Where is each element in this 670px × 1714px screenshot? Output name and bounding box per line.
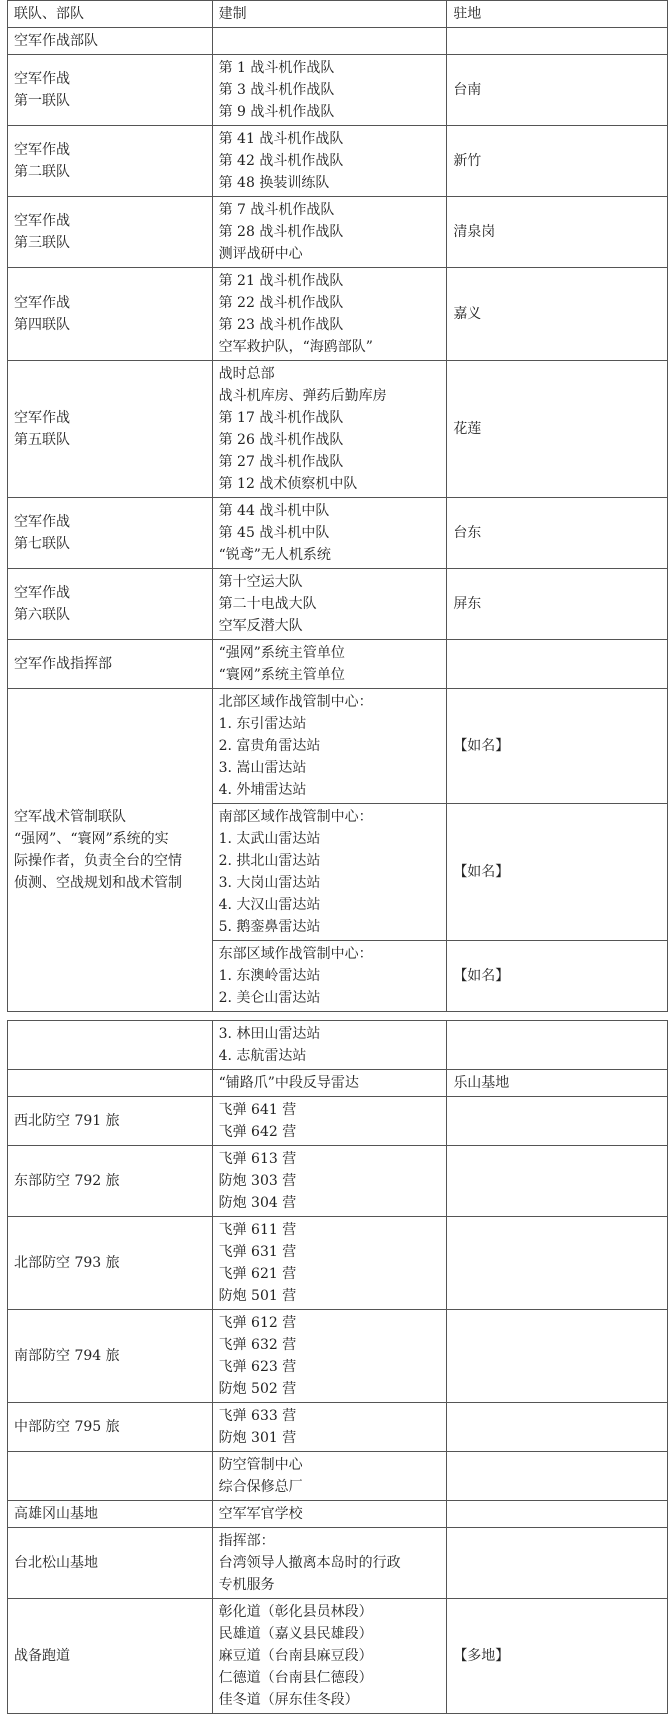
organization-cell	[212, 1097, 447, 1146]
location-cell	[447, 28, 668, 55]
cell-text: 3. 大岗山雷达站	[218, 875, 321, 891]
cell-text: 第 28 战斗机作战队	[218, 224, 344, 240]
organization-cell	[212, 640, 447, 689]
cell-text: 第二十电战大队	[218, 596, 317, 612]
table-row	[8, 55, 668, 126]
cell-text: 【如名】	[453, 968, 510, 984]
cell-text: 第 21 战斗机作战队	[218, 273, 344, 289]
cell-text: 台南	[453, 82, 482, 98]
unit-cell	[8, 1146, 213, 1217]
location-cell	[447, 1403, 668, 1452]
cell-text: 飞弹 633 营	[218, 1408, 297, 1424]
organization-cell	[212, 1217, 447, 1310]
unit-cell	[8, 1070, 213, 1097]
cell-text: 屏东	[453, 596, 482, 612]
cell-text: 空军战术管制联队	[14, 809, 126, 825]
cell-text: 4. 志航雷达站	[218, 1048, 307, 1064]
header-row	[8, 1, 668, 28]
organization-cell	[212, 55, 447, 126]
cell-text: 佳冬道（屏东佳冬段）	[218, 1692, 359, 1708]
cell-text: 空军作战	[14, 514, 70, 530]
cell-text: 台北松山基地	[14, 1555, 98, 1571]
cell-text: 乐山基地	[453, 1075, 510, 1091]
organization-cell	[212, 569, 447, 640]
cell-text: 民雄道（嘉义县民雄段）	[218, 1626, 373, 1642]
cell-text: 空军作战指挥部	[14, 656, 112, 672]
org-table-part2	[7, 1020, 668, 1714]
location-cell	[447, 640, 668, 689]
unit-cell	[8, 361, 213, 498]
cell-text: 飞弹 623 营	[218, 1359, 297, 1375]
unit-cell	[8, 1217, 213, 1310]
cell-text: 东部区域作战管制中心：	[218, 946, 373, 962]
cell-text: 飞弹 621 营	[218, 1266, 297, 1282]
cell-text: 飞弹 631 营	[218, 1244, 297, 1260]
unit-cell	[8, 126, 213, 197]
cell-text: 空军作战部队	[14, 33, 98, 49]
cell-text: 空军作战	[14, 142, 70, 158]
cell-text: 综合保修总厂	[218, 1479, 303, 1495]
table-row	[8, 1501, 668, 1528]
cell-text: 第 23 战斗机作战队	[218, 317, 344, 333]
cell-text: 第 44 战斗机中队	[218, 503, 330, 519]
organization-cell	[212, 1310, 447, 1403]
table-row	[8, 197, 668, 268]
table-row	[8, 268, 668, 361]
location-cell	[447, 55, 668, 126]
cell-text: 战时总部	[218, 366, 275, 382]
cell-text: 第四联队	[14, 317, 70, 333]
organization-cell	[212, 1070, 447, 1097]
cell-text: 空军救护队，“海鸥部队”	[218, 339, 373, 355]
organization-cell	[212, 126, 447, 197]
cell-text: 空军作战	[14, 585, 70, 601]
location-cell	[447, 1070, 668, 1097]
cell-text: 驻地	[453, 6, 482, 22]
location-cell	[447, 1599, 668, 1714]
unit-cell	[8, 1310, 213, 1403]
location-cell	[447, 1528, 668, 1599]
cell-text: 侦测、空战规划和战术管制	[14, 875, 182, 891]
page-break	[7, 1012, 668, 1020]
cell-text: 2. 美仑山雷达站	[218, 990, 321, 1006]
cell-text: 第 7 战斗机作战队	[218, 202, 335, 218]
cell-text: 联队、部队	[14, 6, 84, 22]
organization-cell	[212, 941, 447, 1012]
organization-cell	[212, 1403, 447, 1452]
organization-cell	[212, 268, 447, 361]
table-row	[8, 498, 668, 569]
location-cell	[447, 498, 668, 569]
location-cell	[447, 1146, 668, 1217]
cell-text: 防炮 304 营	[218, 1195, 297, 1211]
table-row	[8, 640, 668, 689]
cell-text: 专机服务	[218, 1577, 275, 1593]
location-cell	[447, 804, 668, 941]
cell-text: 南部防空 794 旅	[14, 1348, 120, 1364]
cell-text: 空军军官学校	[218, 1506, 303, 1522]
location-cell	[447, 1501, 668, 1528]
cell-text: 第 41 战斗机作战队	[218, 131, 344, 147]
cell-text: “强网”系统主管单位	[218, 645, 345, 661]
org-table-part1	[7, 0, 668, 1012]
organization-cell	[212, 28, 447, 55]
cell-text: “强网”、“寰网”系统的实	[14, 831, 169, 847]
location-cell	[447, 268, 668, 361]
cell-text: 测评战研中心	[218, 246, 303, 262]
organization-cell	[212, 197, 447, 268]
table-row	[8, 1021, 668, 1070]
header-organization	[212, 1, 447, 28]
location-cell	[447, 1217, 668, 1310]
cell-text: 飞弹 632 营	[218, 1337, 297, 1353]
cell-text: 3. 嵩山雷达站	[218, 760, 307, 776]
cell-text: 1. 东澳岭雷达站	[218, 968, 321, 984]
cell-text: 空军作战	[14, 213, 70, 229]
cell-text: 台湾领导人撤离本岛时的行政	[218, 1555, 401, 1571]
cell-text: 仁德道（台南县仁德段）	[218, 1670, 373, 1686]
cell-text: 指挥部：	[218, 1533, 275, 1549]
cell-text: 第 42 战斗机作战队	[218, 153, 344, 169]
table-row	[8, 1310, 668, 1403]
cell-text: 飞弹 611 营	[218, 1222, 297, 1238]
organization-cell	[212, 1599, 447, 1714]
unit-cell	[8, 498, 213, 569]
header-unit	[8, 1, 213, 28]
cell-text: 防炮 501 营	[218, 1288, 297, 1304]
table-row	[8, 1217, 668, 1310]
cell-text: 4. 大汉山雷达站	[218, 897, 321, 913]
unit-cell	[8, 1528, 213, 1599]
cell-text: 清泉岗	[453, 224, 496, 240]
unit-cell	[8, 268, 213, 361]
cell-text: 3. 林田山雷达站	[218, 1026, 321, 1042]
unit-cell	[8, 1599, 213, 1714]
location-cell	[447, 689, 668, 804]
location-cell	[447, 1310, 668, 1403]
cell-text: 第 26 战斗机作战队	[218, 432, 344, 448]
unit-cell	[8, 1021, 213, 1070]
cell-text: “寰网”系统主管单位	[218, 667, 345, 683]
header-location	[447, 1, 668, 28]
table-row	[8, 1070, 668, 1097]
table-row	[8, 1599, 668, 1714]
table-row	[8, 1452, 668, 1501]
table-row	[8, 1097, 668, 1146]
location-cell	[447, 1097, 668, 1146]
table-row	[8, 1403, 668, 1452]
table-row	[8, 126, 668, 197]
cell-text: 5. 鹅銮鼻雷达站	[218, 919, 321, 935]
location-cell	[447, 361, 668, 498]
table-row	[8, 28, 668, 55]
cell-text: 第 27 战斗机作战队	[218, 454, 344, 470]
table-row	[8, 361, 668, 498]
unit-cell	[8, 689, 213, 1012]
unit-cell	[8, 1452, 213, 1501]
unit-cell	[8, 569, 213, 640]
cell-text: 飞弹 613 营	[218, 1151, 297, 1167]
cell-text: 2. 富贵角雷达站	[218, 738, 321, 754]
cell-text: 第 22 战斗机作战队	[218, 295, 344, 311]
cell-text: 际操作者，负责全台的空情	[14, 853, 182, 869]
table-row	[8, 569, 668, 640]
organization-cell	[212, 804, 447, 941]
cell-text: “锐鸢”无人机系统	[218, 547, 331, 563]
cell-text: 第 9 战斗机作战队	[218, 104, 335, 120]
location-cell	[447, 1452, 668, 1501]
cell-text: 台东	[453, 525, 482, 541]
location-cell	[447, 569, 668, 640]
cell-text: 战斗机库房、弹药后勤库房	[218, 388, 387, 404]
cell-text: 飞弹 612 营	[218, 1315, 297, 1331]
organization-cell	[212, 689, 447, 804]
unit-cell	[8, 55, 213, 126]
cell-text: 第六联队	[14, 607, 70, 623]
cell-text: 4. 外埔雷达站	[218, 782, 307, 798]
cell-text: 花莲	[453, 421, 482, 437]
cell-text: 第十空运大队	[218, 574, 303, 590]
unit-cell	[8, 1097, 213, 1146]
cell-text: 高雄冈山基地	[14, 1506, 98, 1522]
unit-cell	[8, 1403, 213, 1452]
cell-text: 防空管制中心	[218, 1457, 303, 1473]
cell-text: 第 45 战斗机中队	[218, 525, 330, 541]
cell-text: 1. 太武山雷达站	[218, 831, 321, 847]
cell-text: 北部防空 793 旅	[14, 1255, 120, 1271]
location-cell	[447, 1021, 668, 1070]
cell-text: 彰化道（彰化县员林段）	[218, 1604, 373, 1620]
organization-cell	[212, 1452, 447, 1501]
cell-text: 第 1 战斗机作战队	[218, 60, 335, 76]
cell-text: 嘉义	[453, 306, 482, 322]
cell-text: 空军作战	[14, 295, 70, 311]
document-page	[7, 0, 668, 1714]
cell-text: 第 3 战斗机作战队	[218, 82, 335, 98]
cell-text: 1. 东引雷达站	[218, 716, 307, 732]
cell-text: 第三联队	[14, 235, 70, 251]
table-row	[8, 1528, 668, 1599]
cell-text: 第七联队	[14, 536, 70, 552]
table-row	[8, 689, 668, 804]
organization-cell	[212, 1528, 447, 1599]
cell-text: 第五联队	[14, 432, 70, 448]
cell-text: 空军作战	[14, 71, 70, 87]
cell-text: 新竹	[453, 153, 482, 169]
cell-text: 飞弹 642 营	[218, 1124, 297, 1140]
organization-cell	[212, 1146, 447, 1217]
cell-text: 【多地】	[453, 1648, 510, 1664]
cell-text: 【如名】	[453, 738, 510, 754]
cell-text: 南部区域作战管制中心：	[218, 809, 373, 825]
cell-text: 2. 拱北山雷达站	[218, 853, 321, 869]
cell-text: 防炮 301 营	[218, 1430, 297, 1446]
cell-text: 建制	[218, 6, 247, 22]
cell-text: 防炮 502 营	[218, 1381, 297, 1397]
cell-text: 西北防空 791 旅	[14, 1113, 120, 1129]
cell-text: 第一联队	[14, 93, 70, 109]
cell-text: 第 12 战术侦察机中队	[218, 476, 358, 492]
cell-text: 飞弹 641 营	[218, 1102, 297, 1118]
cell-text: 中部防空 795 旅	[14, 1419, 120, 1435]
organization-cell	[212, 361, 447, 498]
cell-text: 空军作战	[14, 410, 70, 426]
cell-text: 防炮 303 营	[218, 1173, 297, 1189]
unit-cell	[8, 197, 213, 268]
cell-text: “铺路爪”中段反导雷达	[218, 1075, 359, 1091]
cell-text: 战备跑道	[14, 1648, 70, 1664]
cell-text: 麻豆道（台南县麻豆段）	[218, 1648, 373, 1664]
location-cell	[447, 941, 668, 1012]
unit-cell	[8, 1501, 213, 1528]
cell-text: 东部防空 792 旅	[14, 1173, 120, 1189]
unit-cell	[8, 640, 213, 689]
organization-cell	[212, 498, 447, 569]
cell-text: 第二联队	[14, 164, 70, 180]
cell-text: 【如名】	[453, 864, 510, 880]
location-cell	[447, 197, 668, 268]
organization-cell	[212, 1501, 447, 1528]
unit-cell	[8, 28, 213, 55]
table-row	[8, 1146, 668, 1217]
organization-cell	[212, 1021, 447, 1070]
location-cell	[447, 126, 668, 197]
cell-text: 第 17 战斗机作战队	[218, 410, 344, 426]
cell-text: 北部区域作战管制中心：	[218, 694, 373, 710]
cell-text: 第 48 换装训练队	[218, 175, 330, 191]
cell-text: 空军反潜大队	[218, 618, 303, 634]
